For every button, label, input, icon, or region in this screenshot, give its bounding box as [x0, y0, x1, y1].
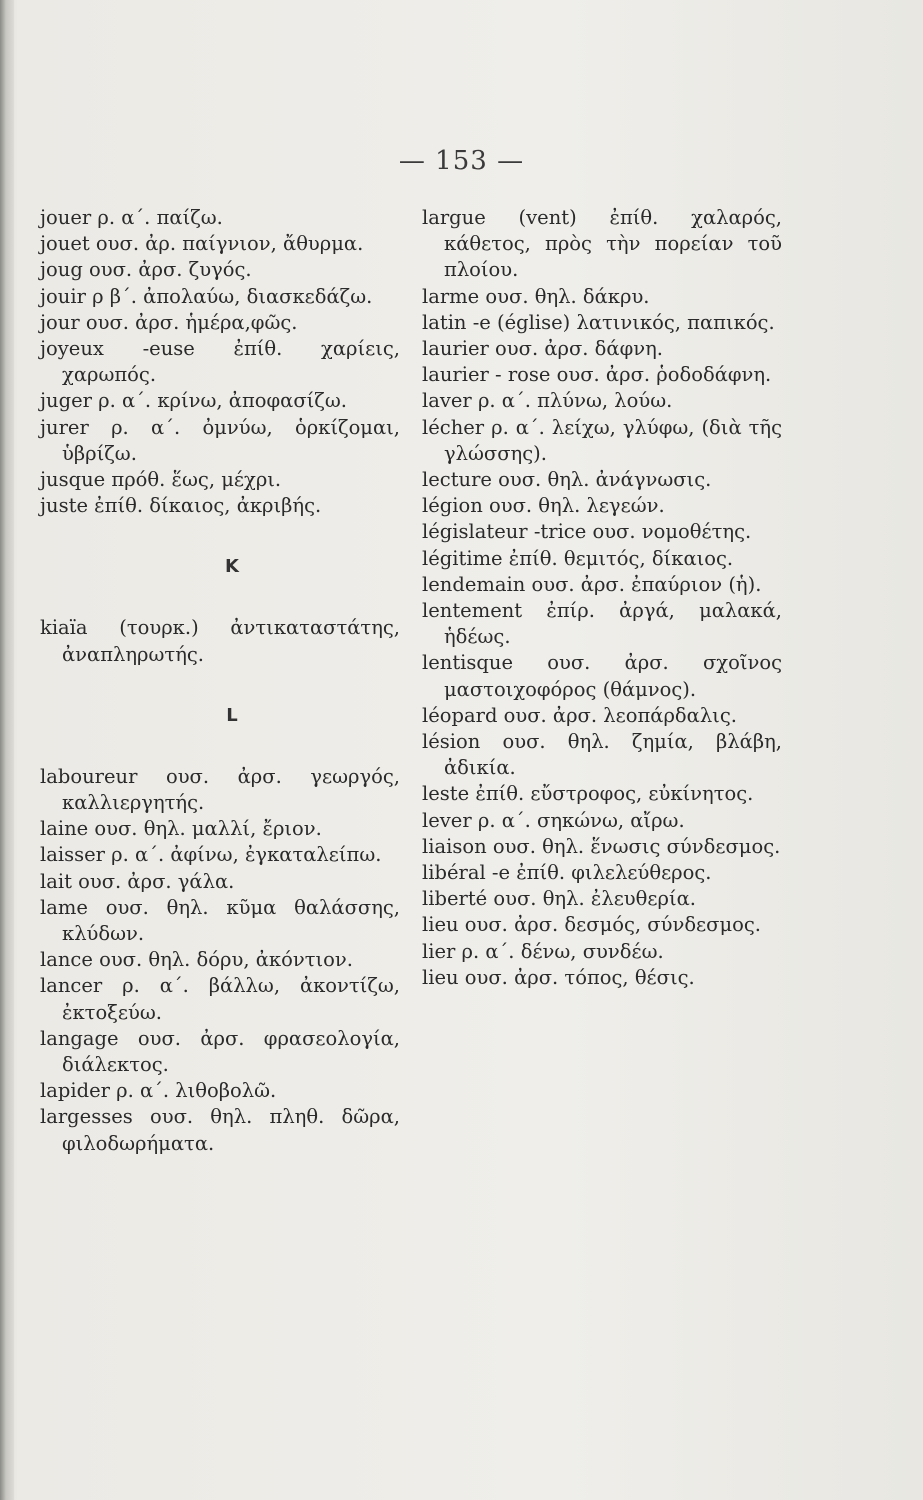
dictionary-entry: lever ρ. α΄. σηκώνω, αἴρω. [422, 808, 685, 832]
dictionary-entry: lier ρ. α΄. δένω, συνδέω. [422, 939, 664, 963]
dictionary-entry: juger ρ. α΄. κρίνω, ἀποφασίζω. [40, 389, 347, 413]
dictionary-entry: légitime ἐπίθ. θεμιτός, δίκαιος. [422, 546, 734, 570]
dictionary-entry: lait ουσ. ἀρσ. γάλα. [40, 869, 235, 893]
dictionary-entry: laurier - rose ουσ. ἀρσ. ῥοδοδάφνη. [422, 363, 772, 387]
section-heading-k: K [225, 556, 239, 578]
page-number: — 153 — [398, 146, 525, 176]
dictionary-entry: kiaïa (τουρκ.) ἀντικαταστάτης, ἀναπληρωτής. [40, 616, 400, 666]
book-spine-shadow [0, 0, 14, 1500]
dictionary-entry: lieu ουσ. ἀρσ. δεσμός, σύνδεσμος. [422, 913, 762, 937]
dictionary-entry: liberté ουσ. θηλ. ἐλευθερία. [422, 887, 696, 911]
dictionary-entry: lendemain ουσ. ἀρσ. ἐπαύριον (ἡ). [422, 572, 762, 596]
dictionary-entry: libéral -e ἐπίθ. φιλελεύθερος. [422, 861, 712, 885]
dictionary-entry: liaison ουσ. θηλ. ἕνωσις σύνδεσμος. [422, 834, 781, 858]
dictionary-entry: laine ουσ. θηλ. μαλλί, ἔριον. [40, 817, 322, 841]
dictionary-entry: lentisque ουσ. ἀρσ. σχοῖνος μαστοιχοφόρος (θάμνος). [422, 651, 782, 701]
section-heading-l: L [226, 704, 238, 726]
dictionary-entry: jusque πρόθ. ἕως, μέχρι. [40, 468, 282, 492]
dictionary-entry: largesses ουσ. θηλ. πληθ. δῶρα, φιλοδωρήματα. [40, 1105, 400, 1155]
dictionary-entry: lancer ρ. α΄. βάλλω, ἀκοντίζω, ἐκτοξεύω. [40, 974, 400, 1024]
dictionary-entry: largue (vent) ἐπίθ. χαλαρός, κάθετος, πρὸς τὴν πορείαν τοῦ πλοίου. [422, 206, 782, 282]
right-column [422, 205, 782, 991]
dictionary-entry: jouir ρ β΄. ἀπολαύω, διασκεδάζω. [40, 284, 373, 308]
dictionary-entry: laurier ουσ. ἀρσ. δάφνη. [422, 337, 663, 361]
dictionary-entry: joug ουσ. ἀρσ. ζυγός. [40, 258, 252, 282]
dictionary-entry: laisser ρ. α΄. ἀφίνω, ἐγκαταλείπω. [40, 843, 382, 867]
dictionary-entry: laboureur ουσ. ἀρσ. γεωργός, καλλιεργητής. [40, 764, 400, 815]
left-column [40, 205, 400, 1157]
dictionary-entry: lentement ἐπίρ. ἀργά, μαλακά, ἡδέως. [422, 599, 782, 649]
dictionary-entry: larme ουσ. θηλ. δάκρυ. [422, 284, 650, 308]
dictionary-entry: lecture ουσ. θηλ. ἀνάγνωσις. [422, 468, 712, 492]
dictionary-entry: jouer ρ. α΄. παίζω. [40, 206, 223, 229]
entries-k [40, 615, 400, 667]
entries-l [40, 764, 400, 1157]
dictionary-entry: juste ἐπίθ. δίκαιος, ἀκριβής. [40, 494, 322, 518]
dictionary-entry: lésion ουσ. θηλ. ζημία, βλάβη, ἀδικία. [422, 730, 782, 780]
dictionary-entry: lécher ρ. α΄. λείχω, γλύφω, (διὰ τῆς γλώσσης). [422, 415, 782, 465]
dictionary-entry: latin -e (église) λατινικός, παπικός. [422, 310, 775, 334]
dictionary-entry: jour ουσ. ἀρσ. ἡμέρα,φῶς. [40, 310, 298, 334]
entries-j [40, 205, 400, 519]
dictionary-entry: langage ουσ. ἀρσ. φρασεολογία, διάλεκτος. [40, 1026, 400, 1077]
dictionary-entry: jouet ουσ. ἀρ. παίγνιον, ἄθυρμα. [40, 232, 364, 256]
dictionary-entry: lieu ουσ. ἀρσ. τόπος, θέσις. [422, 965, 695, 989]
dictionary-entry: légion ουσ. θηλ. λεγεών. [422, 494, 665, 518]
dictionary-entry: leste ἐπίθ. εὔστροφος, εὐκίνητος. [422, 782, 754, 806]
dictionary-entry: léopard ουσ. ἀρσ. λεοπάρδαλις. [422, 703, 737, 727]
dictionary-entry: législateur -trice ουσ. νομοθέτης. [422, 520, 752, 544]
dictionary-entry: lapider ρ. α΄. λιθοβολῶ. [40, 1079, 277, 1103]
dictionary-entry: joyeux -euse ἐπίθ. χαρίεις, χαρωπός. [40, 337, 400, 387]
dictionary-entry: lance ουσ. θηλ. δόρυ, ἀκόντιον. [40, 948, 353, 972]
dictionary-entry: lame ουσ. θηλ. κῦμα θαλάσσης, κλύδων. [40, 895, 400, 946]
dictionary-entry: jurer ρ. α΄. ὀμνύω, ὁρκίζομαι, ὑβρίζω. [40, 415, 400, 465]
dictionary-entry: laver ρ. α΄. πλύνω, λούω. [422, 389, 673, 413]
